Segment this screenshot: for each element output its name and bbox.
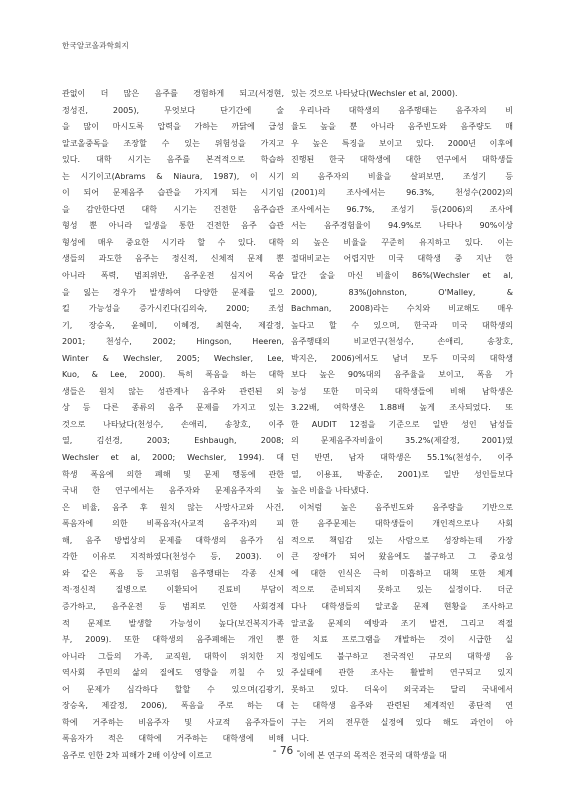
text-line: 다나 대학생들의 알코올 문제 현황을 조사하고 [291,601,513,611]
text-line: 각한 이유로 지적하였다(천성수 등, 2003). 이 [62,552,284,562]
text-line: 니다. [291,734,310,744]
running-head: 한국알코올과학회지 [62,41,130,50]
text-line: 의 음주자의 비율을 살펴보면, 조성기 등 [291,171,513,181]
text-line: 어 문제가 심각하다 할할 수 있으며(김광기, [62,684,284,694]
text-line: 을 감안한다면 대학 시기는 건전한 음주습관 [62,204,284,214]
text-line: 는 시기이고(Abrams & Niaura, 1987), 이 시기 [62,171,284,181]
text-line: 열, 이용표, 박종순, 2001)로 일반 성인들보다 [291,469,513,479]
text-line: 2000), 83%(Johnston, O'Malley, & [291,287,513,297]
text-line: 학에 거주하는 비음주자 및 사교적 음주자들이 [62,717,284,727]
text-line: 달간 술을 마신 비율이 86%(Wechsler et al, [291,271,513,281]
text-line: 이처럼 높은 음주빈도와 음주량을 기반으로 [299,502,513,512]
text-line: 생들의 과도한 음주는 정신적, 신체적 문제 뿐 [62,254,284,264]
text-line: Winter & Wechsler, 2005; Wechsler, Lee, [62,353,284,363]
text-line: 부, 2009). 또한 대학생의 음주폐해는 개인 뿐 [62,635,284,645]
text-line: 국내 한 연구에서는 음주자와 문제음주자의 높 [62,486,284,496]
text-line: 3.22배, 여학생은 1.88배 높게 조사되었다. 또 [291,403,513,413]
text-line: 2001; 천성수, 2002; Hingson, Heeren, [62,337,284,347]
text-line: 적 문제로 발생할 가능성이 높다(보건복지가족 [62,618,284,628]
text-line: 은 비율, 음주 후 원치 않는 사망사고와 사건, [62,502,284,512]
text-line: 역사회 주민의 삶의 질에도 영향을 끼칠 수 있 [62,668,284,678]
text-line: 기, 장승옥, 윤혜미, 이혜경, 최현숙, 제갈정, [62,320,284,330]
text-line: 해, 음주 방법상의 문제를 대학생의 음주가 심 [62,535,284,545]
text-line: Kuo, & Lee, 2000). 특히 폭음을 하는 대학 [62,370,284,380]
text-line: 우 높은 특징을 보이고 있다. 2000년 이후에 [291,138,513,148]
page-number: - 76 - [272,745,301,757]
text-line: 증가하고, 음주운전 등 범죄로 인한 사회경제 [62,601,284,611]
text-line: 열, 김선경, 2003; Eshbaugh, 2008; [62,436,284,446]
text-line: 생들은 원치 않는 성관계나 음주와 관련된 외 [62,386,284,396]
text-line: 알코올중독을 조장할 수 있는 위험성을 가지고 [62,138,284,148]
text-line: (2001)의 조사에서는 96.3%, 천성수(2002)의 [291,188,513,198]
text-line: 있다. 대학 시기는 음주를 본격적으로 학습하 [62,155,284,165]
text-line: 폭음자에 의한 비폭음자(사교적 음주자)의 피 [62,519,284,529]
text-line: 관없이 더 많은 음주를 경험하게 되고(서경현, [62,89,284,98]
text-line: 던 반면, 남자 대학생은 55.1%(천성수, 이주 [291,453,513,463]
text-line: 못하고 있다. 더욱이 외국과는 달리 국내에서 [291,684,513,694]
text-line: 는 대학생 음주와 관련된 체계적인 종단적 연 [291,701,513,711]
text-line: 적·정신적 질병으로 이환되어 진료비 부담이 [62,585,284,595]
text-line: 능성 또한 미국의 대학생들에 비해 남학생은 [291,386,513,396]
text-line: 음주로 인한 2차 피해가 2배 이상에 이르고 [62,750,212,760]
right-column [291,86,513,764]
text-line: 상 등 다른 종류의 음주 문제를 가지고 있는 [62,403,284,413]
text-line: 서는 음주경험율이 94.9%로 나타나 90%이상 [291,221,513,231]
text-line: 절대비교는 어렵지만 미국 대학생 중 지난 한 [291,254,513,264]
text-line: 킬 가능성을 증가시킨다(김의숙, 2000; 조성 [62,304,284,314]
text-line: 적으로 책임감 있는 사람으로 성장하는데 가장 [291,535,513,545]
text-line: 을 잃는 경우가 발생하여 다양한 문제를 일으 [62,287,284,297]
text-line: 형성에 매우 중요한 시기라 할 수 있다. 대학 [62,237,284,247]
text-line: 의 높은 비율을 꾸준히 유지하고 있다. 이는 [291,237,513,247]
text-line: 높다고 할 수 있으며, 한국과 미국 대학생의 [291,320,513,330]
text-line: 폭음자가 적은 대학에 거주하는 대학생에 비해 [62,734,284,744]
text-line: 조사에서는 96.7%, 조성기 등(2006)의 조사에 [291,204,513,214]
text-line: 박지은, 2006)에서도 남녀 모두 미국의 대학생 [291,353,513,363]
text-line: 것으로 나타났다(천성수, 손애리, 송창호, 이주 [62,419,284,429]
text-line: 형성 뿐 아니라 일생을 통한 건전한 음주 습관 [62,221,284,231]
text-line: Bachman, 2008)라는 수치와 비교해도 매우 [291,304,513,314]
text-line: 장승옥, 제갈정, 2006), 폭음을 주로 하는 대 [62,701,284,711]
text-line: Wechsler et al, 2000; Wechsler, 1994). 대 [62,453,284,463]
text-line: 있는 것으로 나타났다(Wechsler et al, 2000). [291,89,458,98]
left-column [62,86,284,764]
text-line: 진행된 한국 대학생에 대한 연구에서 대학생들 [291,155,513,165]
text-line: 우리나라 대학생의 음주행태는 음주자의 비 [299,105,513,115]
text-line: 에 대한 인식은 극히 미흡하고 대책 또한 체계 [291,568,513,578]
text-line: 적으로 준비되지 못하고 있는 실정이다. 더군 [291,585,513,595]
text-line: 정성진, 2005), 무엇보다 단기간에 술 [62,105,284,115]
text-line: 학생 폭음에 의한 폐해 및 문제 행동에 관한 [62,469,284,479]
text-line: 음주행태의 비교연구(천성수, 손애리, 송창호, [291,337,513,347]
text-line: 주실태에 관한 조사는 활발히 연구되고 있지 [291,668,513,678]
text-line: 보다 높은 90%대의 음주율을 보이고, 폭음 가 [291,370,513,380]
text-line: 와 같은 폭음 등 고위험 음주행태는 각종 신체 [62,568,284,578]
text-line: 한 음주문제는 대학생들이 개인적으로나 사회 [291,519,513,529]
text-line: 알코올 문제의 예방과 조기 발견, 그리고 적절 [291,618,513,628]
text-line: 을 많이 마시도록 압력을 가하는 까닭에 급성 [62,122,284,132]
text-line: 율도 높을 뿐 아니라 음주빈도와 음주량도 매 [291,122,513,132]
text-line: 이에 본 연구의 목적은 전국의 대학생을 대 [299,750,447,760]
text-line: 정임에도 불구하고 전국적인 규모의 대학생 음 [291,651,513,661]
text-line: 아니라 폭력, 범죄위반, 음주운전 심지어 목숨 [62,271,284,281]
text-line: 구는 거의 전무한 실정에 있다 해도 과언이 아 [291,717,513,727]
text-line: 한 치료 프로그램을 개발하는 것이 시급한 실 [291,635,513,645]
text-line: 높은 비율을 나타냈다. [291,486,369,496]
text-line: 이 되어 문제음주 습관을 가지게 되는 시기임 [62,188,284,198]
text-line: 큰 장애가 되어 왔음에도 불구하고 그 중요성 [291,552,513,562]
text-line: 의 문제음주자비율이 35.2%(제갈정, 2001)였 [291,436,513,446]
text-line: 한 AUDIT 12점을 기준으로 일반 성인 남성들 [291,419,513,429]
text-line: 아니라 그들의 가족, 교직원, 대학이 위치한 지 [62,651,284,661]
